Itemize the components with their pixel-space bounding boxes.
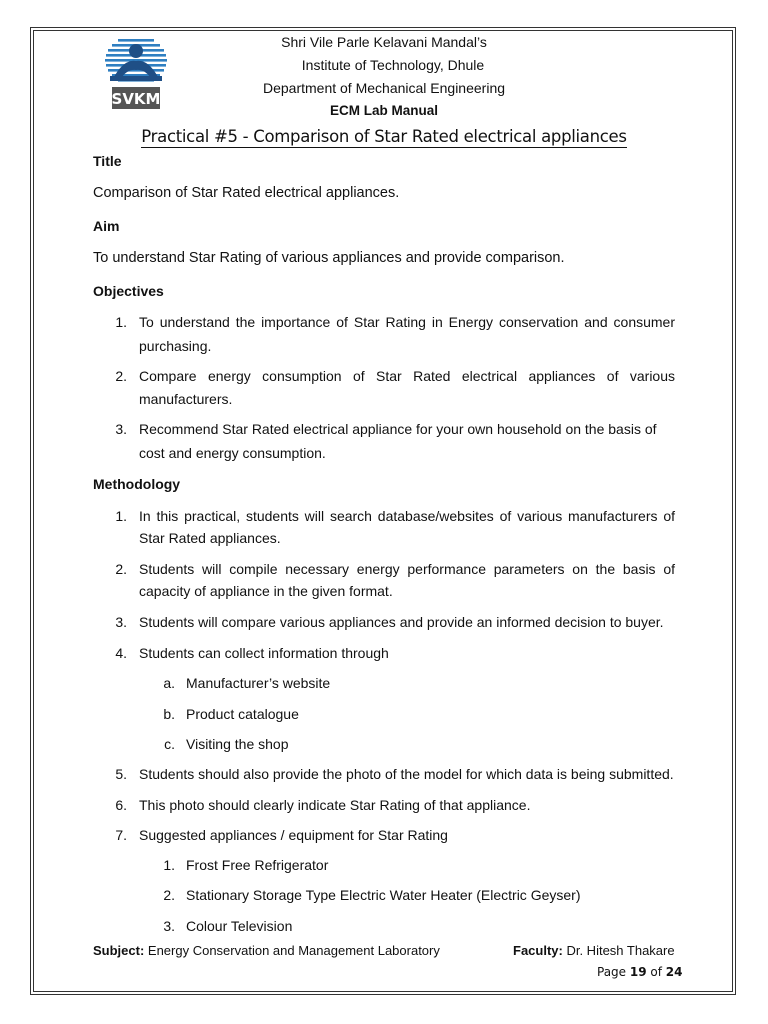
list-item: In this practical, students will search database/websites of various manufacturers of xyxy=(139,508,675,524)
sub-list-item: Visiting the shop xyxy=(186,736,289,752)
list-number: 6. xyxy=(115,797,127,813)
list-number: 1. xyxy=(115,508,127,524)
list-number: 5. xyxy=(115,766,127,782)
list-number: 2. xyxy=(115,561,127,577)
sub-list-item: Product catalogue xyxy=(186,706,299,722)
svg-text:SVKM: SVKM xyxy=(111,90,161,108)
list-item: Students should also provide the photo of the model for which data is being submitted. xyxy=(139,766,674,782)
list-number: 3. xyxy=(115,421,127,437)
list-item: Compare energy consumption of Star Rated electrical appliances of various xyxy=(139,368,675,384)
list-item: Suggested appliances / equipment for Star Rating xyxy=(139,827,448,843)
sub-list-letter: a. xyxy=(163,675,175,691)
list-item-continuation: manufacturers. xyxy=(139,391,233,407)
list-item-continuation: cost and energy consumption. xyxy=(139,445,326,461)
list-item-continuation: capacity of appliance in the given format. xyxy=(139,583,393,599)
list-item: Recommend Star Rated electrical appliance for your own household on the basis of xyxy=(139,421,657,437)
sub-list-number: 1. xyxy=(163,857,175,873)
list-item-continuation: purchasing. xyxy=(139,338,212,354)
institute-name: Institute of Technology, Dhule xyxy=(301,57,485,73)
sub-list-letter: c. xyxy=(164,736,175,752)
page-number: Page 19 of 24 xyxy=(597,965,683,979)
sub-list-item: Stationary Storage Type Electric Water Heater (Electric Geyser) xyxy=(186,887,581,903)
objectives-heading: Objectives xyxy=(93,283,164,299)
sub-list-letter: b. xyxy=(163,706,175,722)
list-number: 4. xyxy=(115,645,127,661)
manual-name: ECM Lab Manual xyxy=(329,103,438,118)
list-item: This photo should clearly indicate Star Rating of that appliance. xyxy=(139,797,531,813)
list-item: Students will compile necessary energy performance parameters on the basis of xyxy=(139,561,675,577)
list-number: 1. xyxy=(115,314,127,330)
list-item: Students can collect information through xyxy=(139,645,389,661)
list-item-continuation: Star Rated appliances. xyxy=(139,530,281,546)
institution-name: Shri Vile Parle Kelavani Mandal’s xyxy=(281,34,487,50)
title-text: Comparison of Star Rated electrical appliances. xyxy=(93,185,400,201)
sub-list-number: 3. xyxy=(163,918,175,934)
sub-list-item: Manufacturer’s website xyxy=(186,675,331,691)
title-heading: Title xyxy=(93,153,122,169)
sub-list-number: 2. xyxy=(163,887,175,903)
list-item: To understand the importance of Star Rating in Energy conservation and consumer xyxy=(139,314,675,330)
aim-heading: Aim xyxy=(93,218,120,234)
aim-text: To understand Star Rating of various appliances and provide comparison. xyxy=(93,250,565,266)
list-number: 3. xyxy=(115,614,127,630)
list-number: 7. xyxy=(115,827,127,843)
sub-list-item: Colour Television xyxy=(186,918,293,934)
list-item: Students will compare various appliances and provide an informed decision to buyer. xyxy=(139,614,664,630)
list-number: 2. xyxy=(115,368,127,384)
practical-title: Practical #5 - Comparison of Star Rated electrical appliances xyxy=(141,127,627,146)
footer-faculty: Faculty: Dr. Hitesh Thakare xyxy=(513,943,675,958)
sub-list-item: Frost Free Refrigerator xyxy=(186,857,329,873)
methodology-heading: Methodology xyxy=(93,476,181,492)
department-name: Department of Mechanical Engineering xyxy=(262,80,506,96)
footer-subject: Subject: Energy Conservation and Management Laboratory xyxy=(93,943,440,958)
